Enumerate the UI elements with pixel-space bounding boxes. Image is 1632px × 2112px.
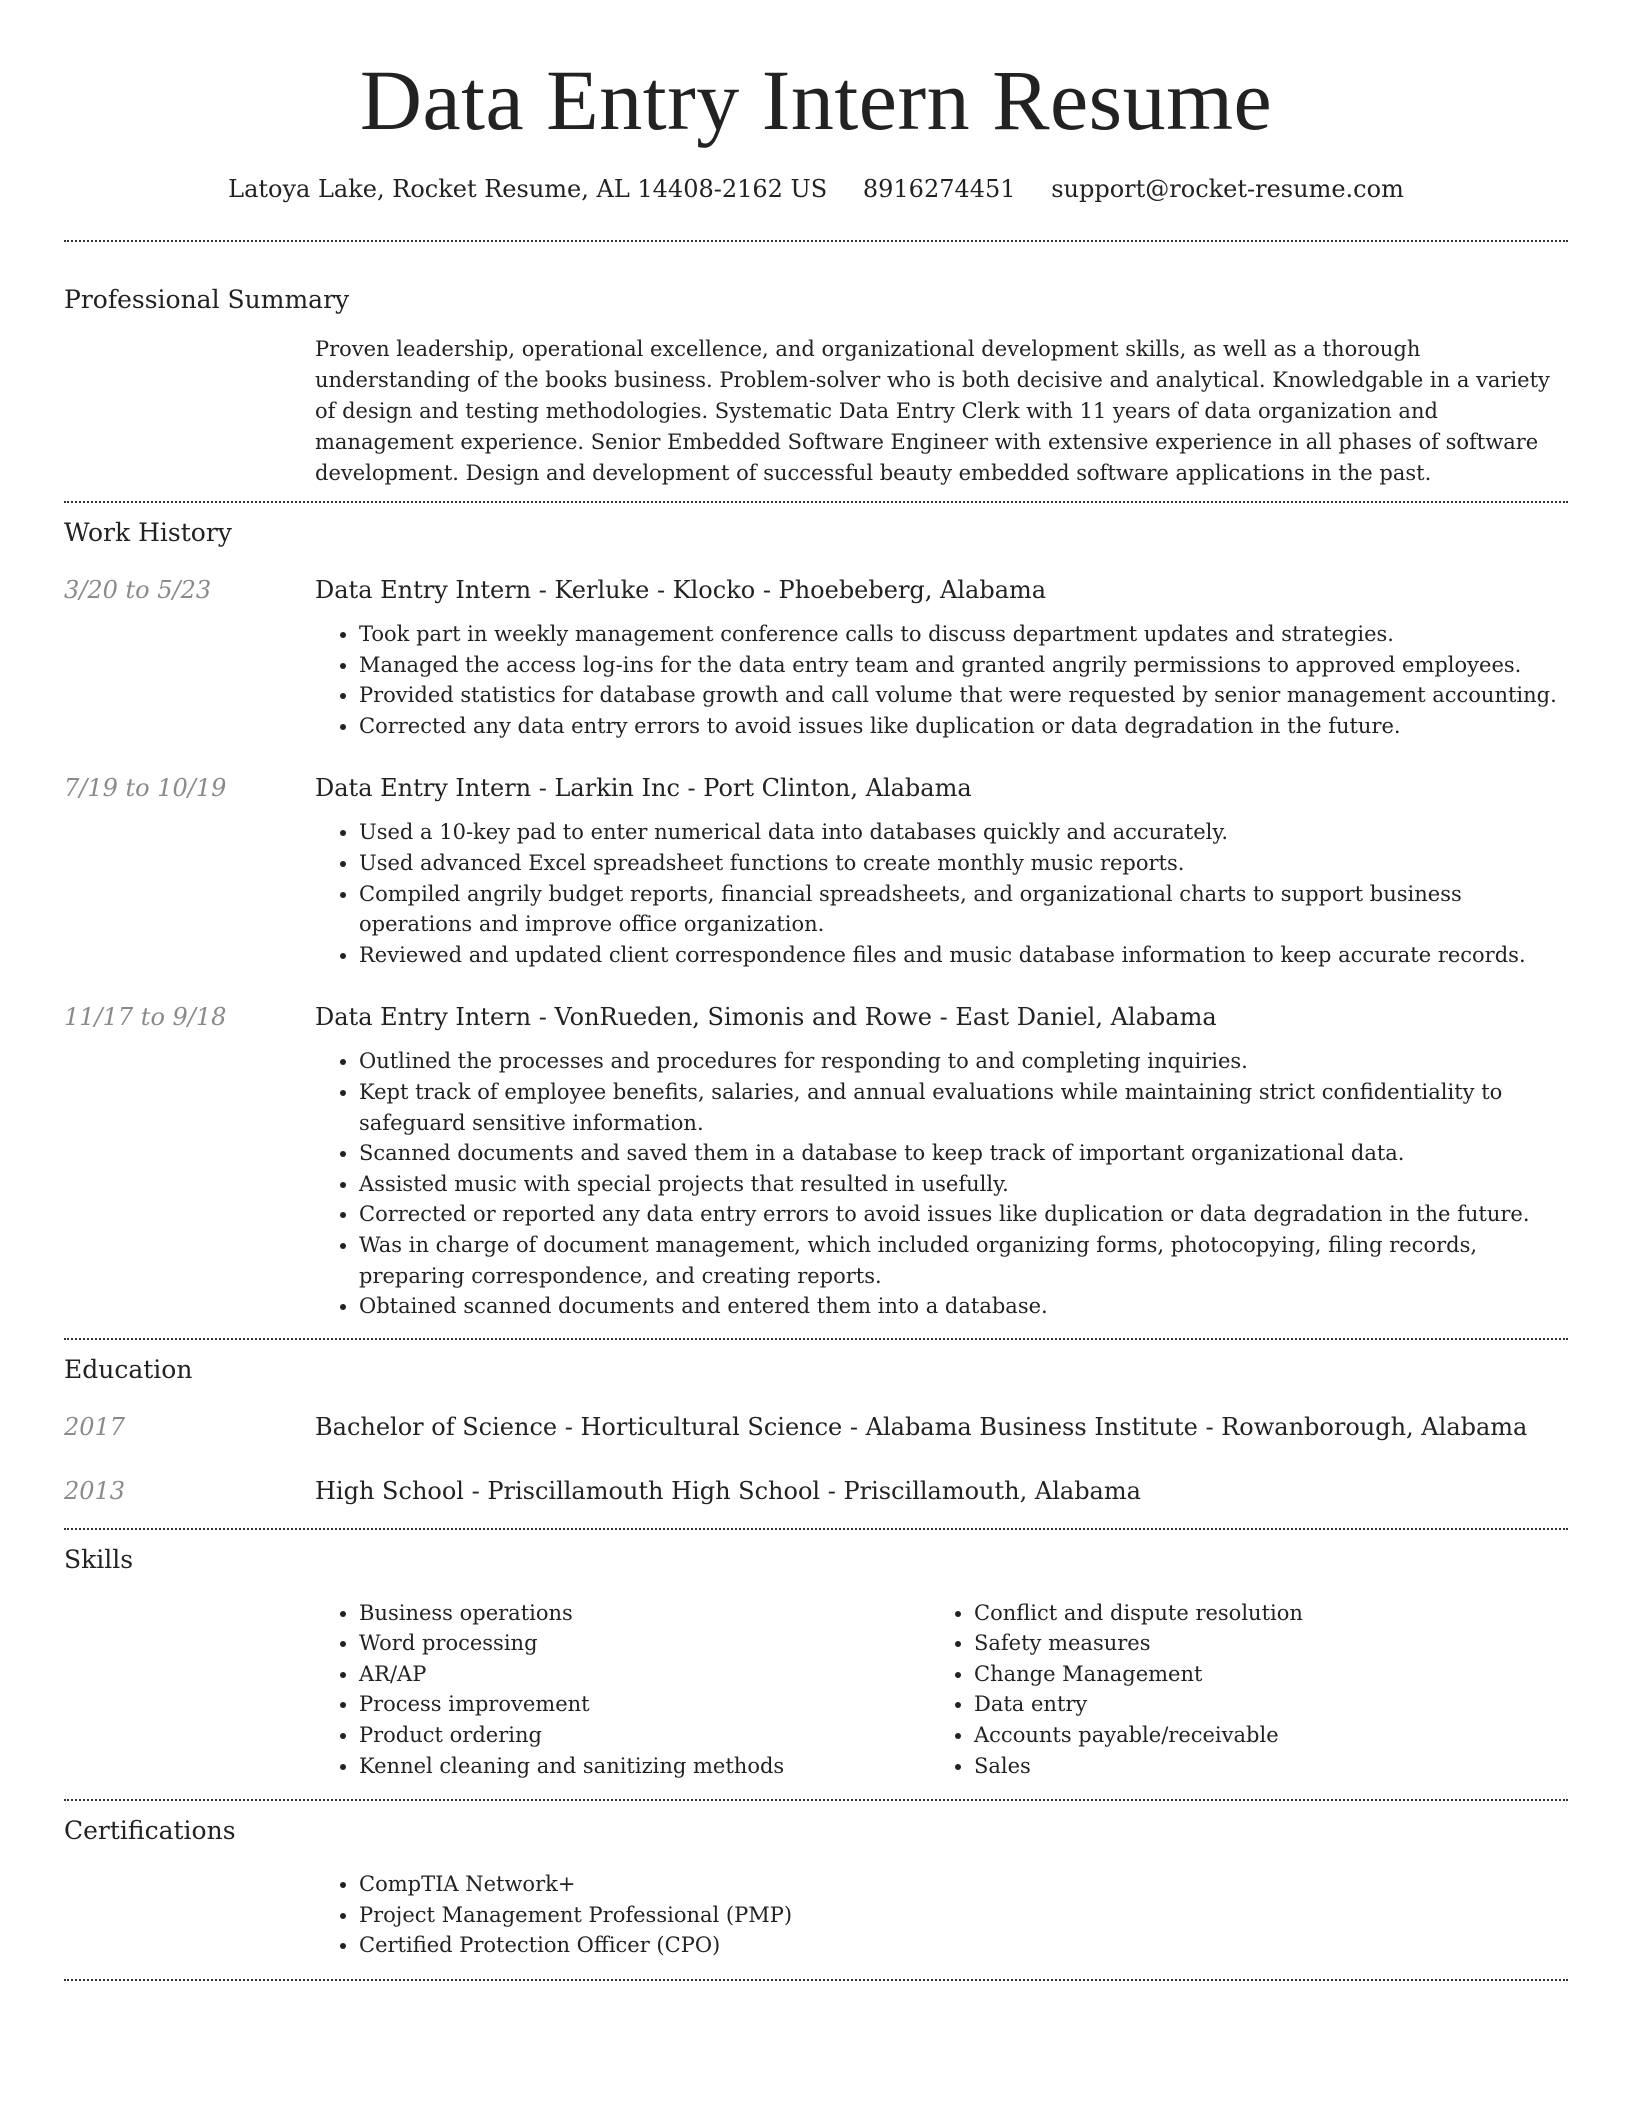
certification-item: • Project Management Professional (PMP)	[359, 1900, 1568, 1931]
education-entry	[64, 1410, 1568, 1444]
certification-item: • Certified Protection Officer (CPO)	[359, 1930, 1568, 1961]
skill-item: • Data entry	[974, 1689, 1303, 1720]
work-heading: Data Entry Intern - Kerluke - Klocko - Phoebeberg, Alabama	[315, 576, 1047, 604]
contact-address: Latoya Lake, Rocket Resume, AL 14408-2162 US	[228, 175, 828, 203]
skill-item: • Product ordering	[359, 1720, 974, 1751]
work-entry	[64, 573, 1568, 741]
skills-section-title: Skills	[64, 1544, 134, 1574]
work-dates: 3/20 to 5/23	[64, 576, 212, 604]
resume-title: Data Entry Intern Resume	[359, 52, 1273, 148]
bullet-item: • Corrected any data entry errors to avoid issues like duplication or data degradation in the future.	[359, 711, 1568, 742]
skill-item: • Change Management	[974, 1659, 1303, 1690]
bullet-item: • Corrected or reported any data entry errors to avoid issues like duplication or data degradation in the future.	[359, 1199, 1568, 1230]
education-section-title: Education	[64, 1354, 193, 1384]
bullet-item: • Took part in weekly management conference calls to discuss department updates and strategies.	[359, 619, 1568, 650]
skill-item: • Kennel cleaning and sanitizing methods	[359, 1751, 974, 1782]
resume-page	[64, 0, 1568, 1981]
certification-item: • CompTIA Network+	[359, 1869, 1568, 1900]
work-bullets	[315, 619, 1568, 741]
work-bullets	[315, 817, 1568, 970]
contact-line	[64, 172, 1568, 206]
bullet-item: • Managed the access log-ins for the data entry team and granted angrily permissions to approved employees.	[359, 650, 1568, 681]
section-divider	[64, 1338, 1568, 1340]
certifications-list	[315, 1869, 1568, 1961]
skill-item: • Accounts payable/receivable	[974, 1720, 1303, 1751]
skill-item: • Business operations	[359, 1598, 974, 1629]
work-bullets	[315, 1046, 1568, 1321]
skills-column-2	[930, 1598, 1303, 1782]
section-divider	[64, 240, 1568, 242]
bullet-item: • Compiled angrily budget reports, financial spreadsheets, and organizational charts to support business operations and improve office organization.	[359, 879, 1568, 940]
skill-item: • AR/AP	[359, 1659, 974, 1690]
certifications-section-title: Certifications	[64, 1816, 236, 1846]
bullet-item: • Obtained scanned documents and entered them into a database.	[359, 1291, 1568, 1322]
skill-item: • Conflict and dispute resolution	[974, 1598, 1303, 1629]
work-dates: 7/19 to 10/19	[64, 774, 227, 803]
bullet-item: • Assisted music with special projects that resulted in usefully.	[359, 1169, 1568, 1200]
work-section-title: Work History	[64, 518, 232, 547]
bullet-item: • Was in charge of document management, which included organizing forms, photocopying, filing records, preparing correspondence, and creating reports.	[359, 1230, 1568, 1291]
work-heading: Data Entry Intern - Larkin Inc - Port Clinton, Alabama	[315, 774, 972, 803]
bullet-item: • Reviewed and updated client correspondence files and music database information to keep accurate records.	[359, 940, 1568, 971]
bullet-item: • Used a 10-key pad to enter numerical data into databases quickly and accurately.	[359, 817, 1568, 848]
bullet-item: • Provided statistics for database growth and call volume that were requested by senior management accounting.	[359, 680, 1568, 711]
education-heading: High School - Priscillamouth High School - Priscillamouth, Alabama	[315, 1476, 1141, 1505]
section-divider	[64, 1528, 1568, 1530]
skill-item: • Sales	[974, 1751, 1303, 1782]
summary-text: Proven leadership, operational excellence, and organizational development skills, as well as a thorough understanding of the books business. Problem-solver who is both decisive and analytical. Knowledgable in a variety of design and testing methodologies. Systematic Data Entry Clerk with 11 years of data organization and management experience. Senior Embedded Software Engineer with extensive experience in all phases of software development. Design and development of successful beauty embedded software applications in the past.	[315, 337, 1550, 485]
bullet-item: • Scanned documents and saved them in a database to keep track of important organizational data.	[359, 1138, 1568, 1169]
education-year: 2013	[64, 1476, 126, 1505]
contact-email: support@rocket-resume.com	[1051, 175, 1404, 203]
bullet-item: • Outlined the processes and procedures for responding to and completing inquiries.	[359, 1046, 1568, 1077]
education-entry	[64, 1474, 1568, 1508]
skill-item: • Process improvement	[359, 1689, 974, 1720]
bullet-item: • Used advanced Excel spreadsheet functions to create monthly music reports.	[359, 848, 1568, 879]
contact-phone: 8916274451	[862, 175, 1016, 203]
work-entry	[64, 1000, 1568, 1321]
skills-list	[315, 1598, 1568, 1782]
skills-column-1	[315, 1598, 974, 1782]
skill-item: • Safety measures	[974, 1628, 1303, 1659]
work-dates: 11/17 to 9/18	[64, 1003, 227, 1032]
bullet-item: • Kept track of employee benefits, salaries, and annual evaluations while maintaining strict confidentiality to safeguard sensitive information.	[359, 1077, 1568, 1138]
education-year: 2017	[64, 1412, 126, 1441]
section-divider	[64, 501, 1568, 503]
summary-section-title: Professional Summary	[64, 285, 350, 314]
education-heading: Bachelor of Science - Horticultural Science - Alabama Business Institute - Rowanborough, Alabama	[315, 1412, 1528, 1441]
section-divider	[64, 1799, 1568, 1801]
work-heading: Data Entry Intern - VonRueden, Simonis and Rowe - East Daniel, Alabama	[315, 1003, 1217, 1032]
skill-item: • Word processing	[359, 1628, 974, 1659]
section-divider	[64, 1979, 1568, 1981]
work-entry	[64, 771, 1568, 970]
